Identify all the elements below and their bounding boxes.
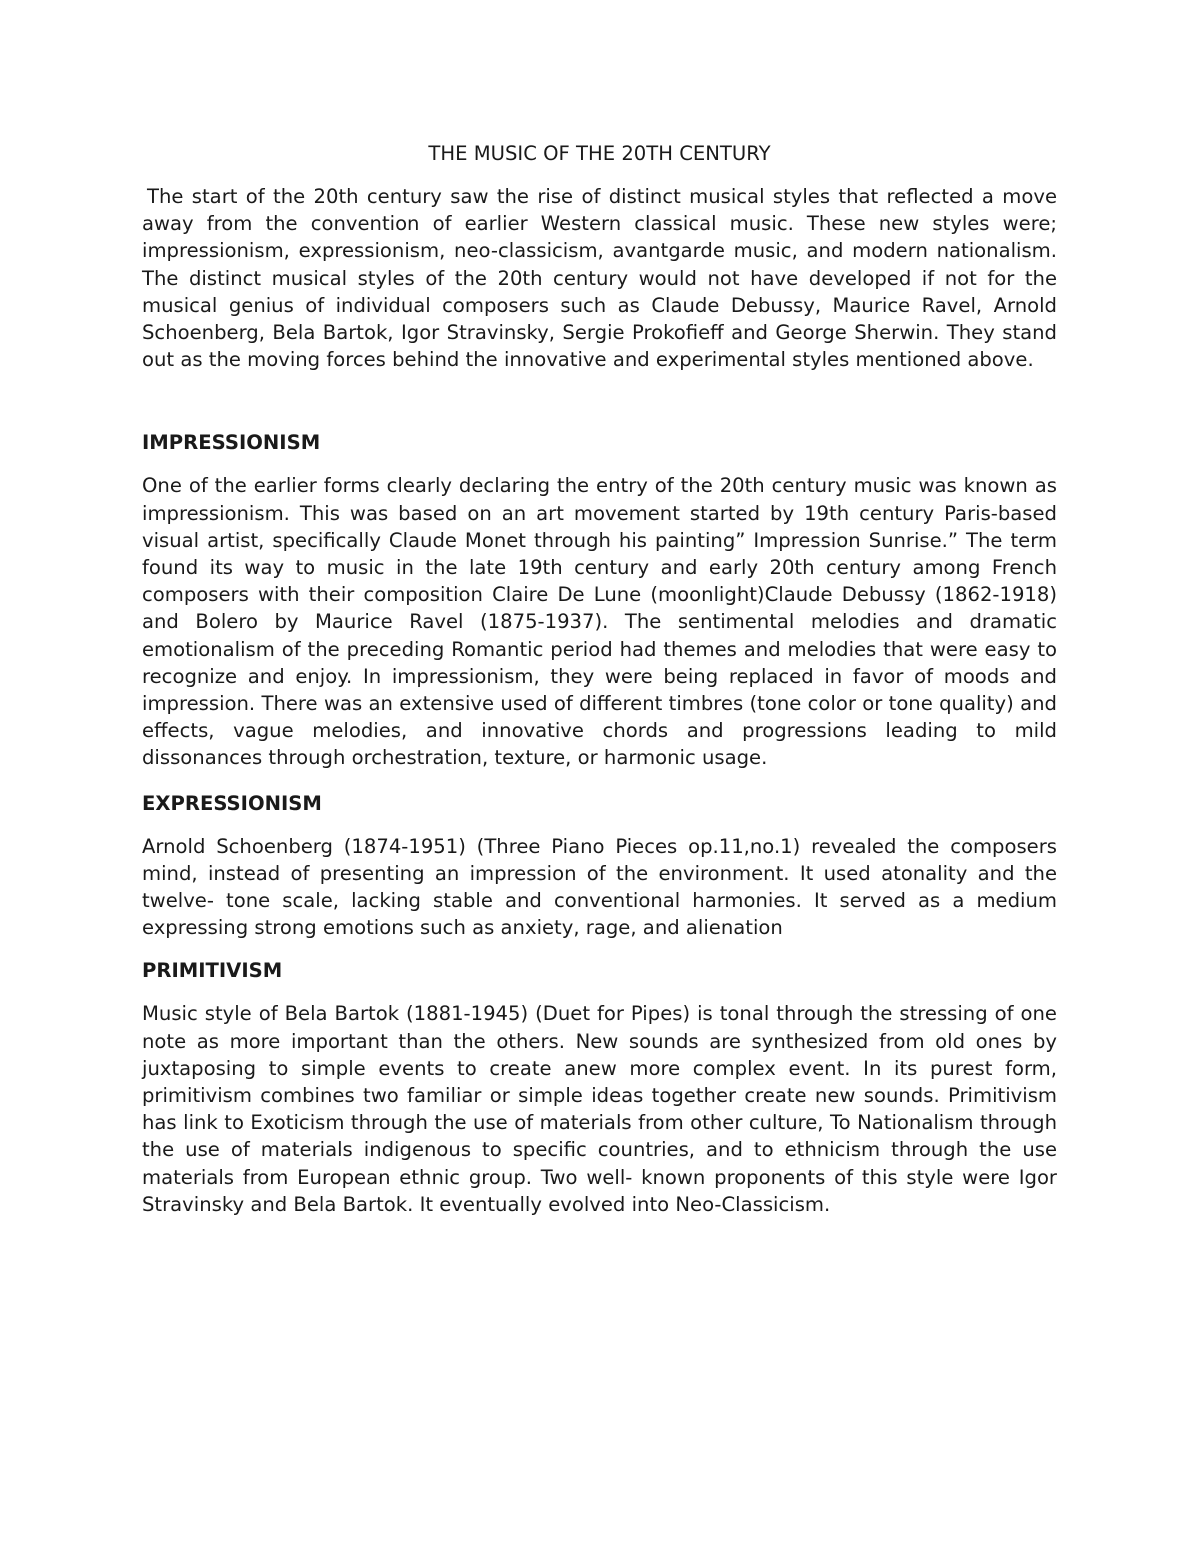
section-body-primitivism: Music style of Bela Bartok (1881-1945) (Duet for Pipes) is tonal through the stressing of one note as more important than the others. New sounds are synthesized from old ones by juxtaposing to simple events to create anew more complex event. In its purest form, primitivism combines two familiar or simple ideas together create new sounds. Primitivism has link to Exoticism through the use of materials from other culture, To Nationalism through the use of materials indigenous to specific countries, and to ethnicism through the use materials from European ethnic group. Two well- known proponents of this style were Igor Stravinsky and Bela Bartok. It eventually evolved into Neo-Classicism. (142, 1002, 1057, 1216)
section-heading-primitivism: PRIMITIVISM (142, 959, 283, 983)
section-body-expressionism: Arnold Schoenberg (1874-1951) (Three Piano Pieces op.11,no.1) revealed the composers mind, instead of presenting an impression of the environment. It used atonality and the twelve- tone scale, lacking stable and conventional harmonies. It served as a medium expressing strong emotions such as anxiety, rage, and alienation (142, 834, 1057, 940)
document-title: THE MUSIC OF THE 20TH CENTURY (428, 142, 771, 165)
intro-paragraph: The start of the 20th century saw the rise of distinct musical styles that reflected a move away from the convention of earlier Western classical music. These new styles were; impressionism, expressionism, neo-classicism, avantgarde music, and modern nationalism. The distinct musical styles of the 20th century would not have developed if not for the musical genius of individual composers such as Claude Debussy, Maurice Ravel, Arnold Schoenberg, Bela Bartok, Igor Stravinsky, Sergie Prokofieff and George Sherwin. They stand out as the moving forces behind the innovative and experimental styles mentioned above. (142, 185, 1057, 372)
section-body-impressionism: One of the earlier forms clearly declaring the entry of the 20th century music was known as impressionism. This was based on an art movement started by 19th century Paris-based visual artist, specifically Claude Monet through his painting” Impression Sunrise.” The term found its way to music in the late 19th century and early 20th century among French composers with their composition Claire De Lune (moonlight)Claude Debussy (1862-1918) and Bolero by Maurice Ravel (1875-1937). The sentimental melodies and dramatic emotionalism of the preceding Romantic period had themes and melodies that were easy to recognize and enjoy. In impressionism, they were being replaced in favor of moods and impression. There was an extensive used of different timbres (tone color or tone quality) and effects, vague melodies, and innovative chords and progressions leading to mild dissonances through orchestration, texture, or harmonic usage. (142, 474, 1057, 770)
section-heading-expressionism: EXPRESSIONISM (142, 791, 322, 815)
document-page (142, 140, 1057, 1234)
section-heading-impressionism: IMPRESSIONISM (142, 431, 321, 455)
